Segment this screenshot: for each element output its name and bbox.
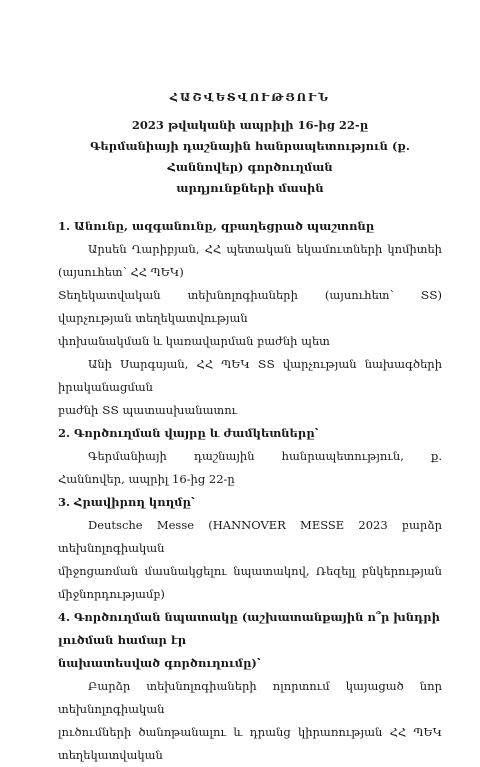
section-4-heading-continued: նախատեսված գործուղումը)՝ <box>58 656 261 670</box>
text-line: փոխանակման և կառավարման բաժնի պետ <box>58 334 330 348</box>
document-subtitle-line-3: արդյունքների մասին <box>176 181 324 195</box>
section-1-paragraph-1 <box>58 238 442 353</box>
text-line: Անի Սարգսյան, ՀՀ ՊԵԿ ՏՏ վարչության նախագծերի իրականացման <box>58 357 442 394</box>
document-title: ՀԱՇՎԵՏՎՈՒԹՅՈՒՆ <box>169 91 331 104</box>
text-line: Deutsche Messe (HANNOVER MESSE 2023 բարձր տեխնոլոգիական <box>58 518 442 555</box>
text-line: Գերմանիայի դաշնային հանրապետություն, ք. Հաննովեր, ապրիլ 16-ից 22-ը <box>58 449 442 486</box>
text-line: Բարձր տեխնոլոգիաների ոլորտում կայացած նոր տեխնոլոգիական <box>58 679 442 716</box>
section-1-heading: 1. Անունը, ազգանունը, զբաղեցրած պաշտոնը <box>58 219 375 233</box>
section-2-heading: 2. Գործուղման վայրը և ժամկետները՝ <box>58 426 319 440</box>
section-3-paragraph-1 <box>58 514 442 606</box>
section-2-paragraph-1 <box>58 445 442 491</box>
text-line: լուծումների ծանոթանալու և դրանց կիրառության ՀՀ ՊԵԿ տեղեկատվական <box>58 725 442 762</box>
section-3-heading: 3. Հրավիրող կողմը՝ <box>58 495 195 509</box>
section-4-heading: 4. Գործուղման նպատակը (աշխատանքային ո՞ր խնդրի լուծման համար էր <box>58 610 440 647</box>
section-4-paragraph-1 <box>58 675 442 767</box>
document-subtitle-line-2: Գերմանիայի դաշնային հանրապետություն (ք. Հաննովեր) գործուղման <box>90 139 410 174</box>
document-subtitle-line-1: 2023 թվականի ապրիլի 16-ից 22-ը <box>131 118 369 132</box>
section-1-paragraph-2 <box>58 353 442 422</box>
text-line: միջոցառման մասնակցելու նպատակով, Ռեզելլ բնկերության միջնորդությամբ) <box>58 564 442 601</box>
spacer <box>58 199 442 215</box>
text-line: Արսեն Ղարիբյան, ՀՀ պետական եկամուտների կոմիտեի (այսուհետ՝ ՀՀ ՊԵԿ) <box>58 242 442 279</box>
text-line: Տեղեկատվական տեխնոլոգիաների (այսուհետ՝ ՏՏ) վարչության տեղեկատվության <box>58 288 442 325</box>
text-line: բաժնի ՏՏ պատասխանատու <box>58 403 238 417</box>
